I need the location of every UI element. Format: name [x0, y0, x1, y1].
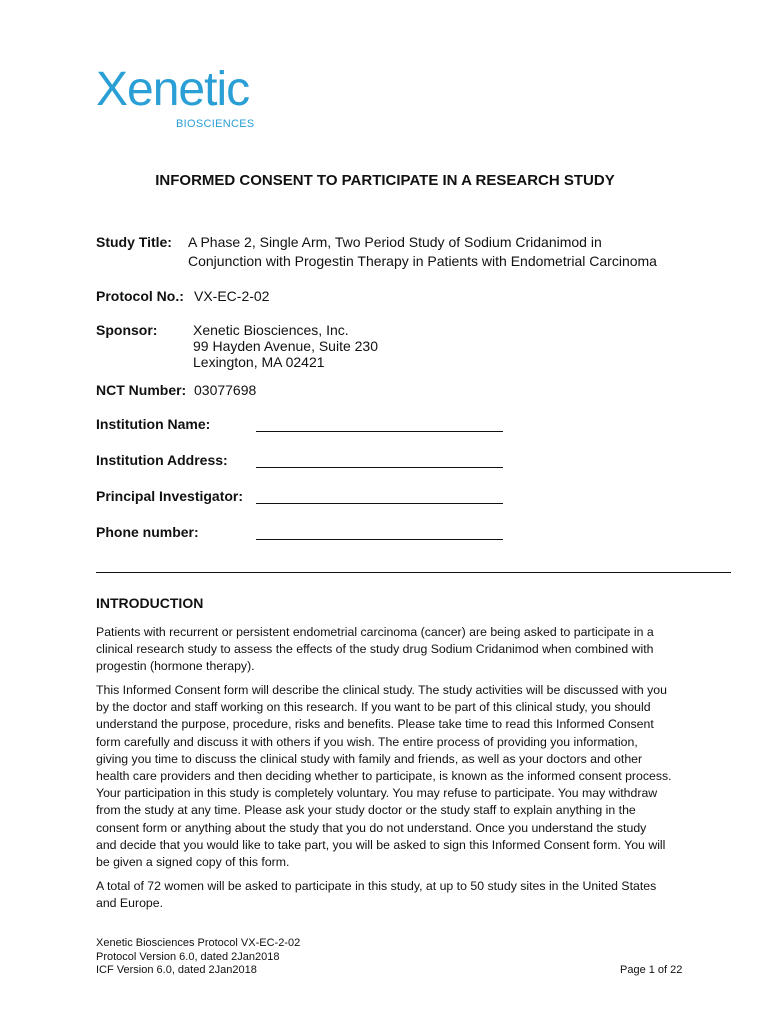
study-title-line1: A Phase 2, Single Arm, Two Period Study of Sodium Cridanimod in [188, 234, 602, 250]
paragraph-line: progestin (hormone therapy). [96, 659, 255, 674]
footer-protocol-version: Protocol Version 6.0, dated 2Jan2018 [96, 950, 280, 963]
footer-icf-version: ICF Version 6.0, dated 2Jan2018 [96, 964, 257, 976]
paragraph-line: understand the purpose, procedure, risks and benefits. Please take time to read this Informed Consent [96, 717, 654, 732]
phone-number-field[interactable] [256, 538, 503, 540]
sponsor-label: Sponsor: [96, 322, 158, 338]
sponsor-line3: Lexington, MA 02421 [193, 354, 325, 370]
institution-name-label: Institution Name: [96, 416, 211, 432]
intro-paragraph-2 [96, 682, 696, 871]
paragraph-line: and Europe. [96, 896, 164, 911]
paragraph-line: by the doctor and staff working on this research. If you want to be part of this clinical study, you should [96, 700, 651, 715]
logo-wordmark: Xenetic [96, 63, 250, 116]
paragraph-line: clinical research study to assess the effects of the study drug Sodium Cridanimod when combined with [96, 642, 654, 657]
protocol-label: Protocol No.: [96, 288, 184, 304]
institution-address-field[interactable] [256, 466, 503, 468]
document-title: INFORMED CONSENT TO PARTICIPATE IN A RESEARCH STUDY [155, 172, 615, 189]
paragraph-line: Your participation in this study is completely voluntary. You may refuse to participate. You may withdraw [96, 786, 658, 801]
sponsor-line2: 99 Hayden Avenue, Suite 230 [193, 338, 379, 354]
paragraph-line: form carefully and discuss it with others if you wish. The entire process of providing you information, [96, 734, 638, 749]
paragraph-line: health care providers and then deciding whether to participate, is known as the informed consent process. [96, 769, 672, 784]
introduction-heading: INTRODUCTION [96, 595, 204, 611]
study-title-label: Study Title: [96, 234, 172, 250]
footer-info [96, 937, 300, 978]
paragraph-line: consent form or anything about the study that you do not understand. Once you understand the study [96, 820, 647, 835]
sponsor-line1: Xenetic Biosciences, Inc. [193, 322, 349, 338]
principal-investigator-label: Principal Investigator: [96, 488, 244, 504]
paragraph-line: from the study at any time. Please ask your study doctor or the study staff to explain anything in the [96, 803, 636, 818]
paragraph-line: giving you time to discuss the clinical study with family and friends, as well as your doctors and other [96, 751, 643, 766]
institution-name-field[interactable] [256, 430, 503, 432]
institution-address-label: Institution Address: [96, 452, 228, 468]
protocol-value: VX-EC-2-02 [194, 288, 270, 304]
section-divider [96, 571, 731, 573]
study-title-line2: Conjunction with Progestin Therapy in Patients with Endometrial Carcinoma [188, 253, 657, 269]
paragraph-line: This Informed Consent form will describe the clinical study. The study activities will be discussed with you [96, 683, 667, 697]
paragraph-line: be given a signed copy of this form. [96, 855, 290, 870]
page-number: Page 1 of 22 [620, 964, 683, 976]
logo-subtitle: BIOSCIENCES [176, 118, 255, 130]
nct-value: 03077698 [194, 382, 257, 398]
paragraph-line: and decide that you would like to take part, you will be asked to sign this Informed Consent form. You will [96, 837, 666, 852]
principal-investigator-field[interactable] [256, 502, 503, 504]
intro-paragraph-3 [96, 878, 696, 912]
paragraph-line: Patients with recurrent or persistent endometrial carcinoma (cancer) are being asked to participate in a [96, 625, 654, 639]
nct-label: NCT Number: [96, 382, 187, 398]
footer-protocol: Xenetic Biosciences Protocol VX-EC-2-02 [96, 937, 301, 949]
company-logo [96, 63, 281, 134]
paragraph-line: A total of 72 women will be asked to participate in this study, at up to 50 study sites in the United States [96, 879, 657, 893]
intro-paragraph-1 [96, 624, 696, 676]
phone-number-label: Phone number: [96, 524, 199, 540]
